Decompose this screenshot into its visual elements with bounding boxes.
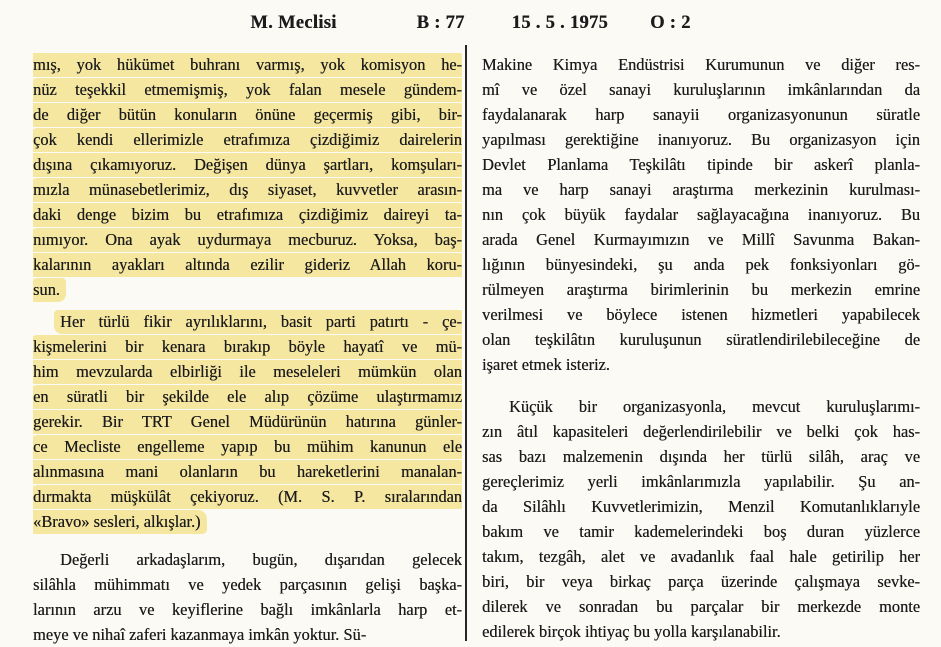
highlighted-text: Her türlü fikir ayrılıklarını, basit parti patırtı - çe- [54, 310, 462, 334]
text-line [482, 352, 920, 377]
text-line [33, 102, 462, 127]
body-text: gereçlerimiz yerli imkânlarımızla yapılabilir. Şu an- [482, 472, 920, 491]
text-line [33, 409, 462, 434]
text-line [33, 227, 462, 252]
text-line [482, 202, 920, 227]
highlighted-text: kalarının ayakları altında ezilir gideriz Allah koru- [33, 253, 462, 277]
column-divider-rule [465, 45, 467, 641]
body-text: da Silâhlı Kuvvetlerimizin, Menzil Komutanlıklarıyle [482, 497, 920, 516]
paragraph [482, 394, 920, 644]
text-line [482, 469, 920, 494]
left-column [33, 52, 462, 647]
body-text: faydalanarak harp sanayii organizasyonunun süratle [482, 105, 920, 124]
text-line [33, 202, 462, 227]
highlighted-paragraph [33, 309, 462, 534]
text-line [482, 519, 920, 544]
text-line [33, 77, 462, 102]
text-line [33, 277, 462, 302]
text-line [482, 302, 920, 327]
highlighted-text: sun. [33, 278, 66, 302]
body-text: dilerek ve sonradan bu parçalar bir merkezde monte [482, 597, 920, 616]
body-text: ma ve harp sanayi araştırma merkezinin kurulması- [482, 180, 920, 199]
text-line [482, 52, 920, 77]
page-header [0, 13, 941, 34]
highlighted-text: «Bravo» sesleri, alkışlar.) [33, 510, 207, 534]
text-line [33, 52, 462, 77]
text-line [33, 384, 462, 409]
body-text: nın çok büyük faydalar sağlayacağına inanıyoruz. Bu [482, 205, 920, 224]
text-line [33, 509, 462, 534]
body-text: Değerli arkadaşlarım, bugün, dışarıdan gelecek [60, 550, 462, 569]
highlighted-text: mış, yok hükümet buhranı varmış, yok komisyon he- [33, 53, 462, 77]
body-text: takım, tezgâh, alet ve avadanlık faal hale getirilip her [482, 547, 920, 566]
body-text: Küçük bir organizasyonla, mevcut kuruluşlarımı- [509, 397, 920, 416]
text-line [33, 127, 462, 152]
header-sitting-number: O : 2 [650, 13, 691, 33]
text-line [33, 547, 462, 572]
body-text: Makine Kimya Endüstrisi Kurumunun ve diğer res- [482, 55, 920, 74]
text-line [482, 227, 920, 252]
body-text: biri, bir veya birkaç parça üzerinde çalışmaya sevke- [482, 572, 920, 591]
text-line [482, 619, 920, 644]
text-line [33, 597, 462, 622]
highlighted-text: nımıyor. Ona ayak uydurmaya mecburuz. Yoksa, baş- [33, 228, 462, 252]
body-text: zın âtıl kapasiteleri değerlendirilebilir ve belki çok has- [482, 422, 920, 441]
text-line [482, 102, 920, 127]
header-date: 15 . 5 . 1975 [511, 13, 609, 33]
text-line [33, 359, 462, 384]
text-line [482, 544, 920, 569]
highlighted-text: kişmelerini bir kenara bırakıp böyle hayatî ve mü- [33, 335, 462, 359]
highlighted-text: nüz teşekkil etmemişmiş, yok falan mesele gündem- [33, 78, 462, 102]
highlighted-text: alınmasına mani olanların bu hareketlerini manalan- [33, 460, 462, 484]
highlighted-text: ce Mecliste engelleme yapıp bu mühim kanunun ele [33, 435, 462, 459]
text-line [482, 177, 920, 202]
text-line [33, 434, 462, 459]
text-line [482, 277, 920, 302]
text-line [33, 334, 462, 359]
text-line [33, 572, 462, 597]
text-line [33, 152, 462, 177]
body-text: lığının bünyesindeki, şu anda pek fonksiyonları gö- [482, 255, 920, 274]
text-line [33, 484, 462, 509]
highlighted-paragraph [33, 52, 462, 302]
text-line [482, 594, 920, 619]
body-text: edilerek birçok ihtiyaç bu yolla karşılanabilir. [482, 622, 781, 641]
body-text: meye ve nihaî zaferi kazanmaya imkân yoktur. Sü- [33, 625, 367, 644]
text-line [482, 127, 920, 152]
body-text: verilmesi ve böylece istenen hizmetleri yapabilecek [482, 305, 920, 324]
highlighted-text: mızla münasebetlerimiz, dış siyaset, kuvvetler arasın- [33, 178, 462, 202]
highlighted-text: çok kendi ellerimizle etrafımıza çizdiğimiz dairelerin [33, 128, 462, 152]
highlighted-text: dırmakta müşkülât çekiyoruz. (M. S. P. sıralarından [33, 485, 462, 509]
text-line [482, 494, 920, 519]
highlighted-text: de diğer bütün konuların önüne geçermiş gibi, bir- [33, 103, 462, 127]
body-text: rülmeyen araştırma birimlerinin bu merkezin emrine [482, 280, 920, 299]
text-line [33, 309, 462, 334]
header-assembly: M. Meclisi [250, 13, 337, 33]
text-line [482, 152, 920, 177]
body-text: işaret etmek isteriz. [482, 355, 610, 374]
right-column [482, 52, 920, 644]
highlighted-text: him mevzularda elbirliği ile meseleleri mümkün olan [33, 360, 462, 384]
text-line [33, 177, 462, 202]
highlighted-text: dışına çıkamıyoruz. Değişen dünya şartları, komşuları- [33, 153, 462, 177]
body-text: bakım ve tamir kademelerindeki boş duran yüzlerce [482, 522, 920, 541]
paragraph [33, 547, 462, 647]
body-text: Devlet Planlama Teşkilâtı tipinde bir askerî planla- [482, 155, 920, 174]
text-line [33, 459, 462, 484]
body-text: mî ve özel sanayi kuruluşlarının imkânlarından da [482, 80, 920, 99]
highlighted-text: en süratli bir şekilde ele alıp çözüme ulaştırmamız [33, 385, 462, 409]
text-line [33, 622, 462, 647]
highlighted-text: gerekir. Bir TRT Genel Müdürünün hatırına günler- [33, 410, 462, 434]
highlighted-text: daki denge bizim bu etrafımıza çizdiğimiz daireyi ta- [33, 203, 462, 227]
header-session-number: B : 77 [416, 13, 465, 33]
text-line [482, 252, 920, 277]
body-text: sas bazı malzemenin dışında her türlü silâh, araç ve [482, 447, 920, 466]
text-line [482, 327, 920, 352]
text-line [482, 444, 920, 469]
text-line [33, 252, 462, 277]
text-line [482, 77, 920, 102]
body-text: yapılması gerektiğine inanıyoruz. Bu organizasyon için [482, 130, 920, 149]
body-text: silâhla mühimmatı ve yedek parçasının gelişi başka- [33, 575, 462, 594]
body-text: larının arzu ve keyiflerine bağlı imkânlarla harp et- [33, 600, 462, 619]
body-text: arada Genel Kurmayımızın ve Millî Savunma Bakan- [482, 230, 920, 249]
text-line [482, 394, 920, 419]
text-line [482, 569, 920, 594]
body-text: olan teşkilâtın kuruluşunun süratlendirilebileceğine de [482, 330, 920, 349]
paragraph [482, 52, 920, 377]
text-line [482, 419, 920, 444]
